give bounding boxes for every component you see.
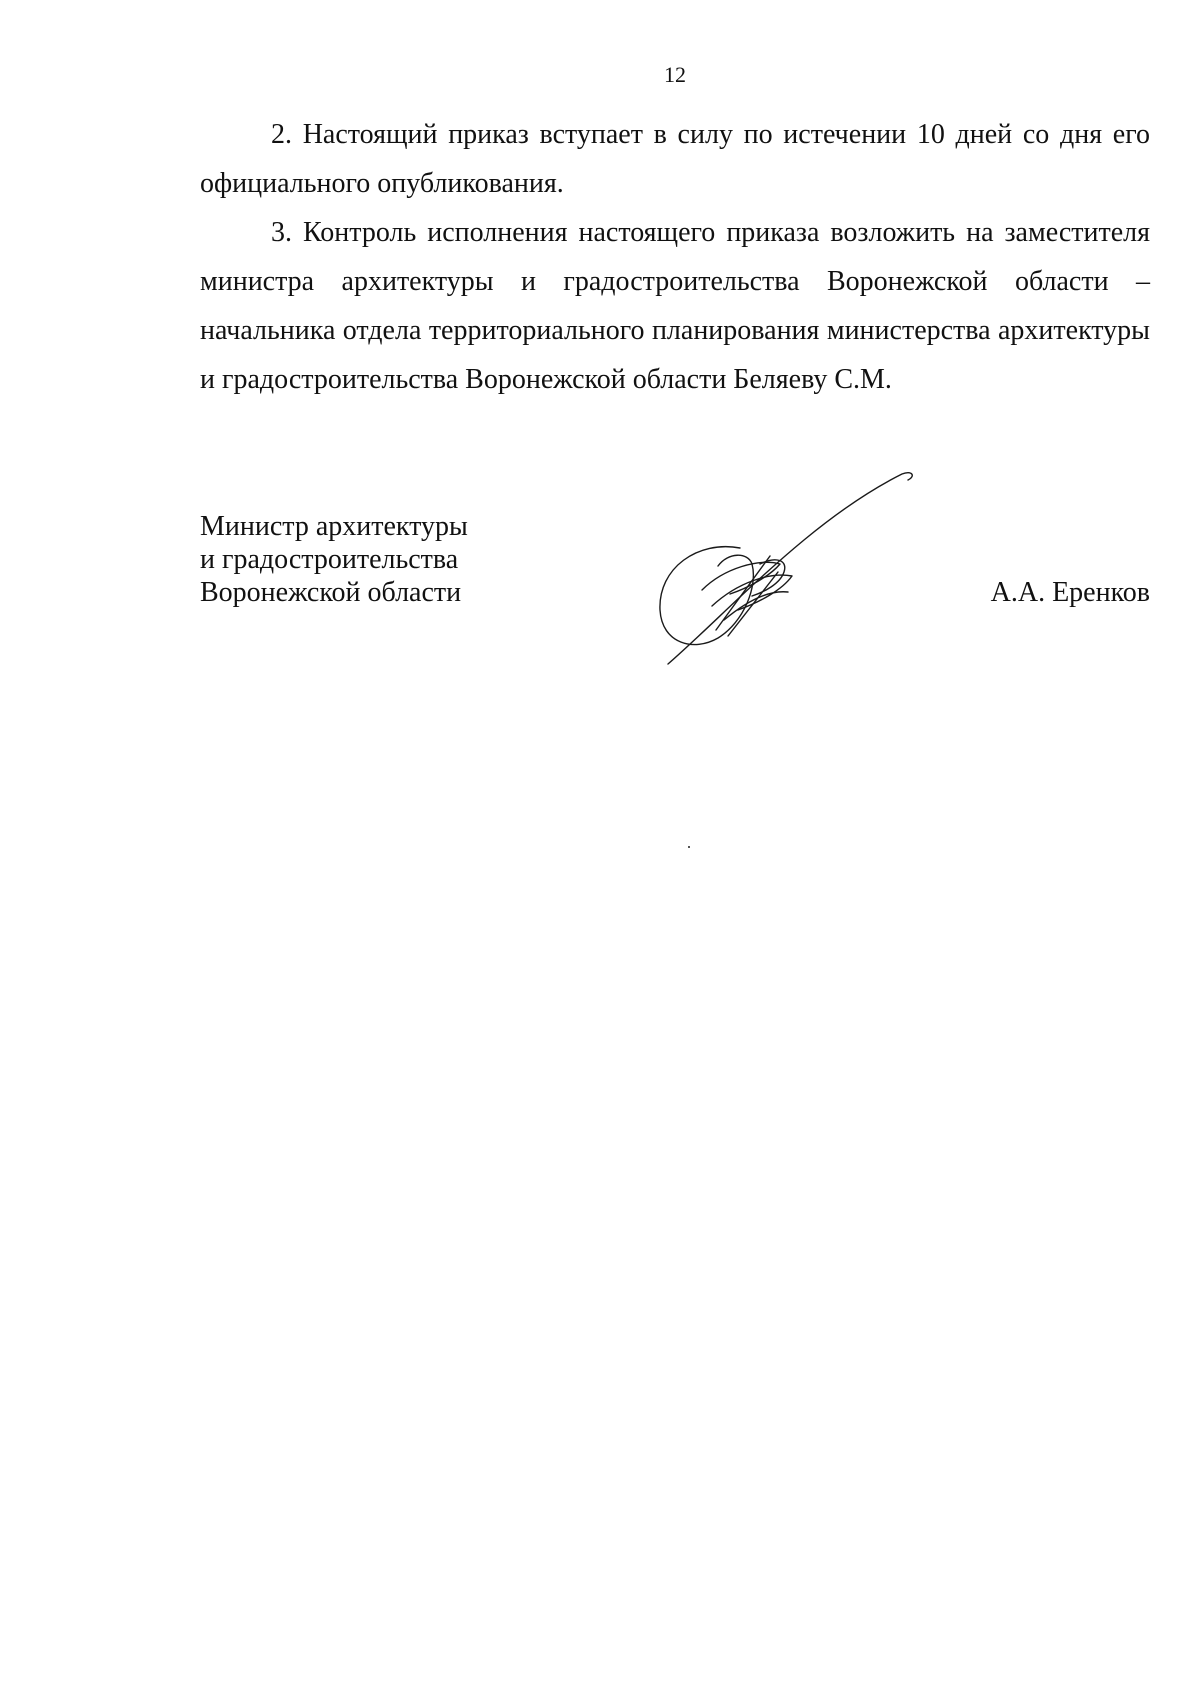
page-number: 12 [664,62,686,87]
signer-name: А.А. Еренков [990,577,1150,608]
paragraph-effective-date: 2. Настоящий приказ вступает в силу по истечении 10 дней со дня его официального опубликования. [200,119,1150,199]
document-body [200,110,1150,404]
signer-title-line: и градостроительства [200,544,459,575]
signer-title-line: Министр архитектуры [200,511,468,542]
stray-dot [688,846,690,848]
handwritten-signature [620,460,920,680]
paragraph-control: 3. Контроль исполнения настоящего приказа возложить на заместителя министра архитектуры и градостроительства Воронежской области – начальника отдела территориального планирования министерства архитектуры и градостроительства Воронежской области Беляеву С.М. [200,217,1150,395]
signer-title [200,510,468,609]
signer-title-line: Воронежской области [200,577,462,608]
signature-block [200,510,1150,680]
